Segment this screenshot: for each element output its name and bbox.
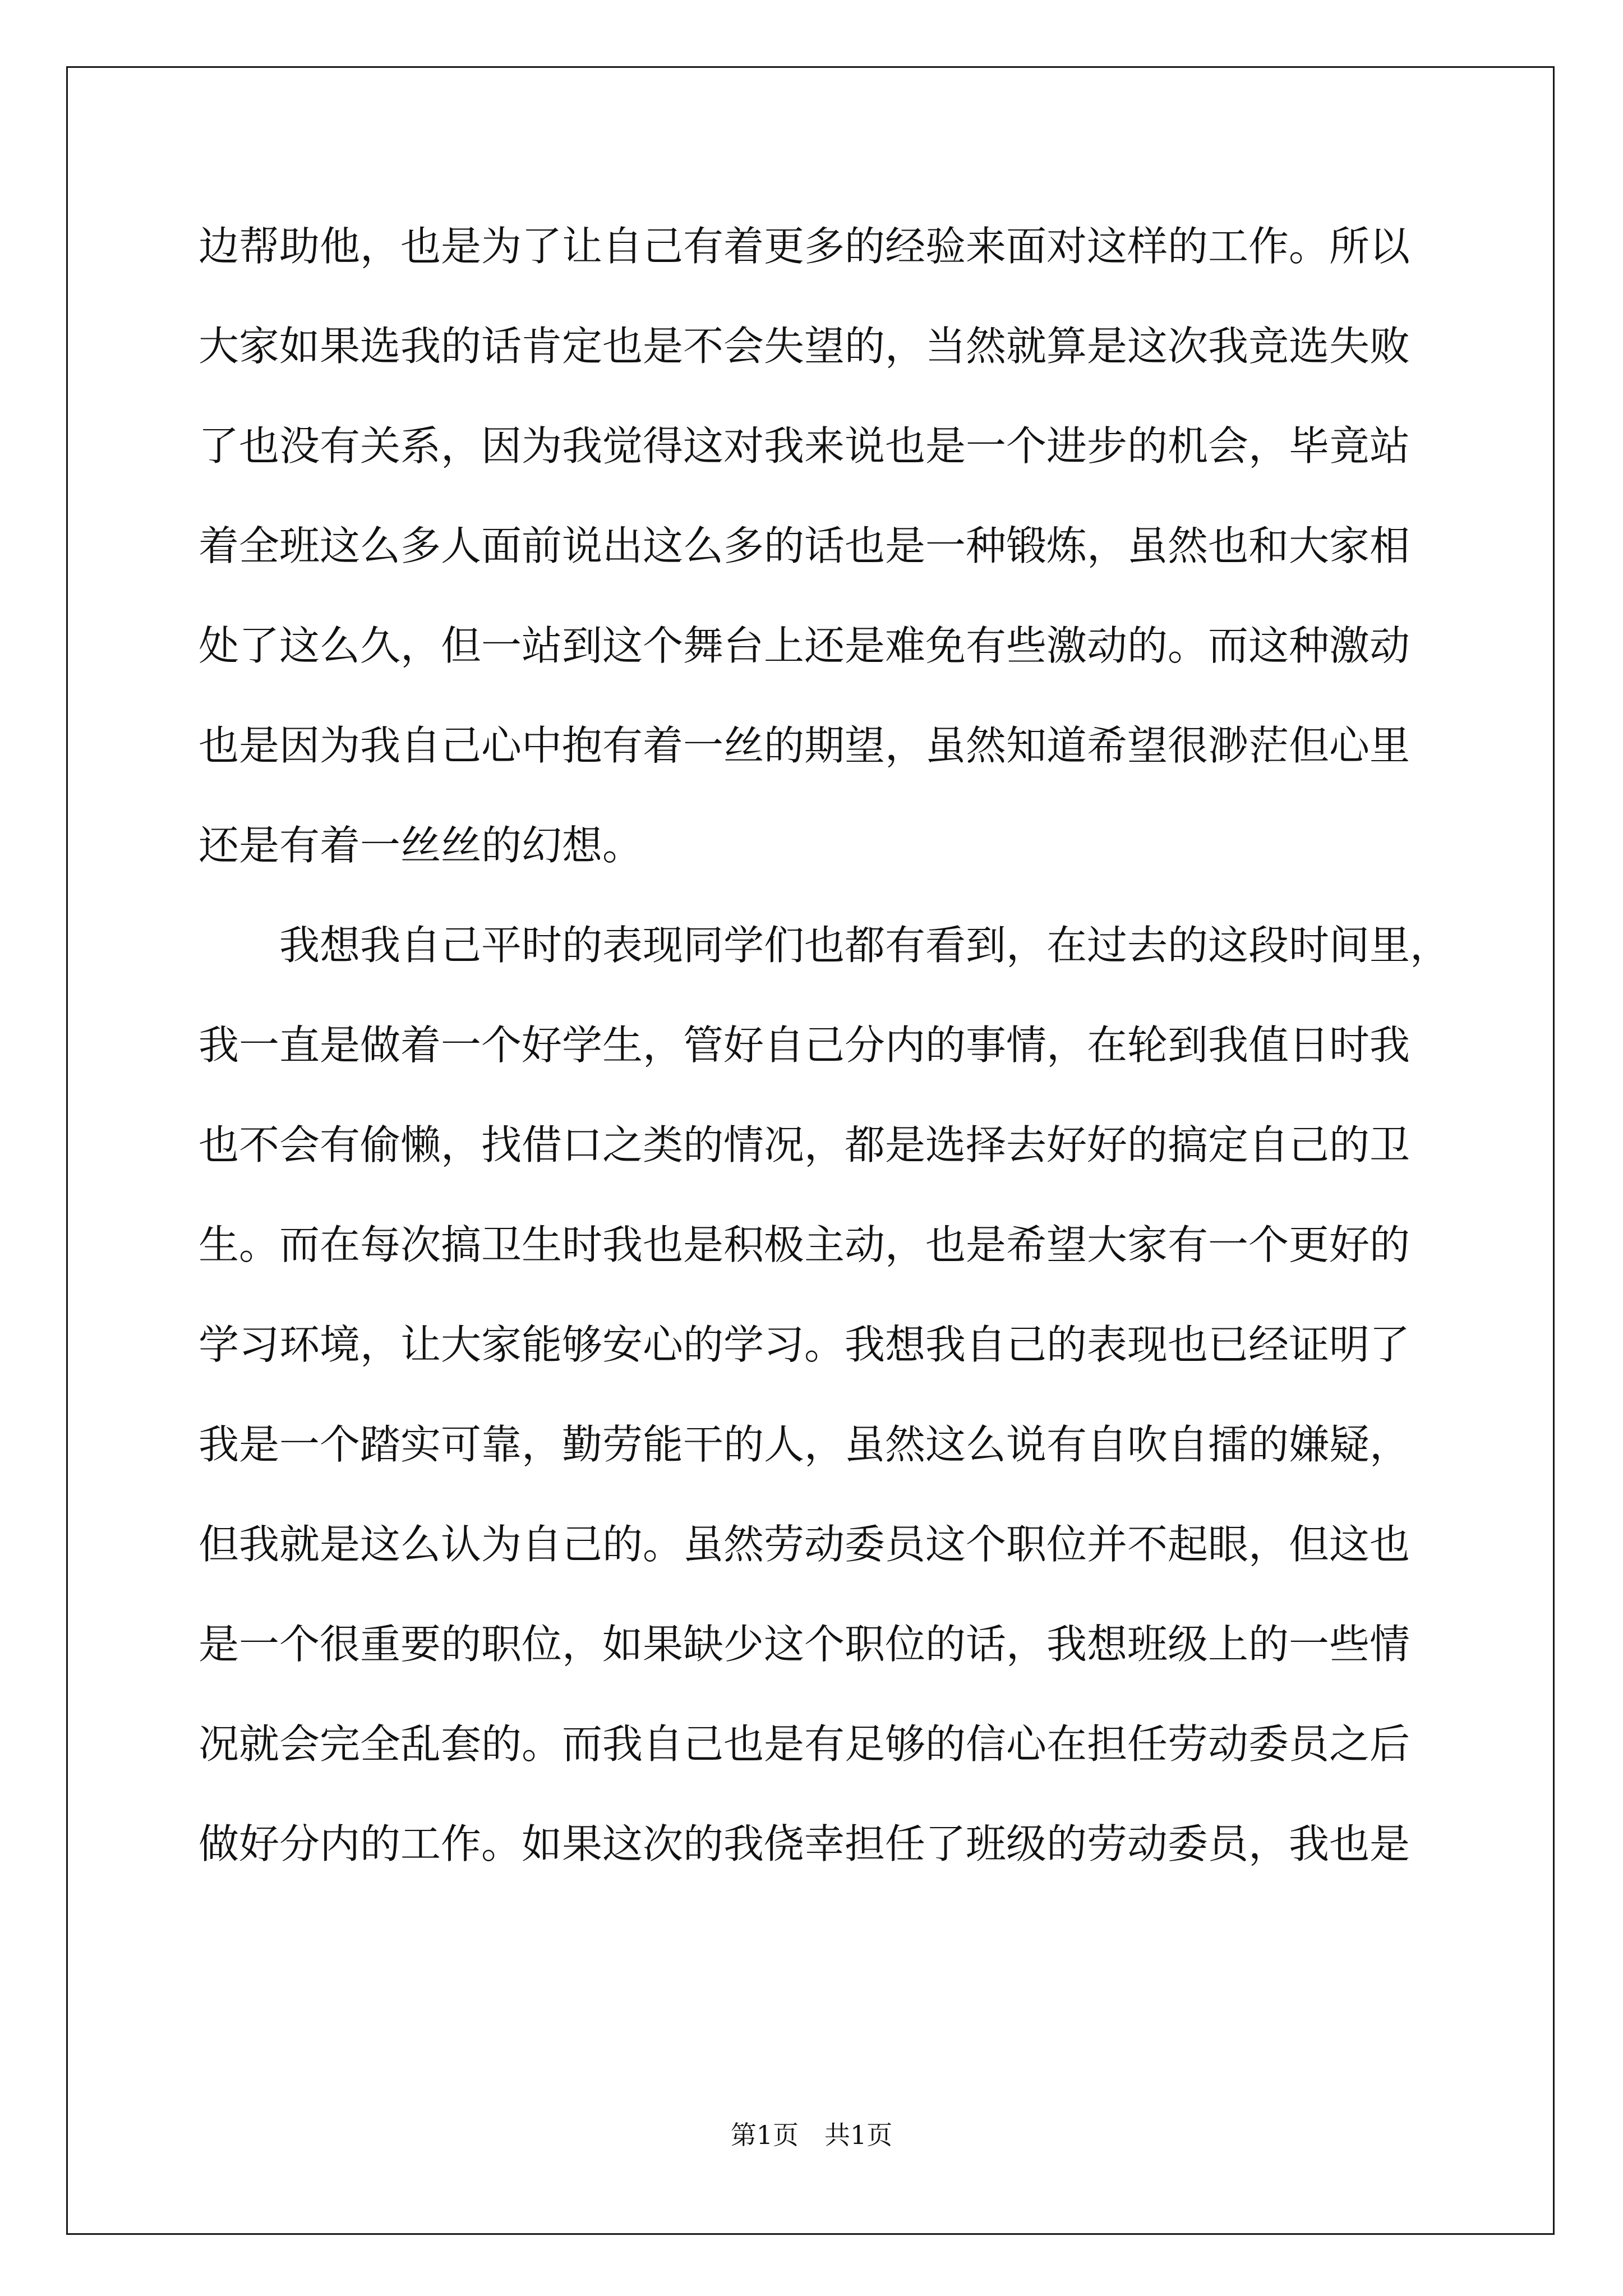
text-line: 我是一个踏实可靠，勤劳能干的人，虽然这么说有自吹自擂的嫌疑， <box>199 1421 1410 1468</box>
text-line: 我一直是做着一个好学生，管好自己分内的事情，在轮到我值日时我 <box>199 1022 1410 1069</box>
text-line: 生。而在每次搞卫生时我也是积极主动，也是希望大家有一个更好的 <box>199 1221 1410 1268</box>
text-line: 况就会完全乱套的。而我自己也是有足够的信心在担任劳动委员之后 <box>199 1720 1410 1768</box>
text-line: 也是因为我自己心中抱有着一丝的期望，虽然知道希望很渺茫但心里 <box>199 722 1410 769</box>
page-number: 第1页 共1页 <box>730 2120 893 2150</box>
text-line: 处了这么久，但一站到这个舞台上还是难免有些激动的。而这种激动 <box>199 622 1410 669</box>
text-line: 了也没有关系，因为我觉得这对我来说也是一个进步的机会，毕竟站 <box>199 422 1410 470</box>
text-line: 学习环境，让大家能够安心的学习。我想我自己的表现也已经证明了 <box>199 1321 1410 1368</box>
text-line: 着全班这么多人面前说出这么多的话也是一种锻炼，虽然也和大家相 <box>199 522 1410 569</box>
text-line: 我想我自己平时的表现同学们也都有看到，在过去的这段时间里， <box>199 922 1451 969</box>
text-line: 做好分内的工作。如果这次的我侥幸担任了班级的劳动委员，我也是 <box>199 1820 1410 1867</box>
text-line: 也不会有偷懒，找借口之类的情况，都是选择去好好的搞定自己的卫 <box>199 1121 1410 1168</box>
text-line: 大家如果选我的话肯定也是不会失望的，当然就算是这次我竞选失败 <box>199 323 1410 370</box>
text-line: 边帮助他，也是为了让自己有着更多的经验来面对这样的工作。所以 <box>199 223 1410 270</box>
text-line: 还是有着一丝丝的幻想。 <box>199 822 643 869</box>
text-line: 但我就是这么认为自己的。虽然劳动委员这个职位并不起眼，但这也 <box>199 1521 1410 1568</box>
text-line: 是一个很重要的职位，如果缺少这个职位的话，我想班级上的一些情 <box>199 1621 1410 1668</box>
